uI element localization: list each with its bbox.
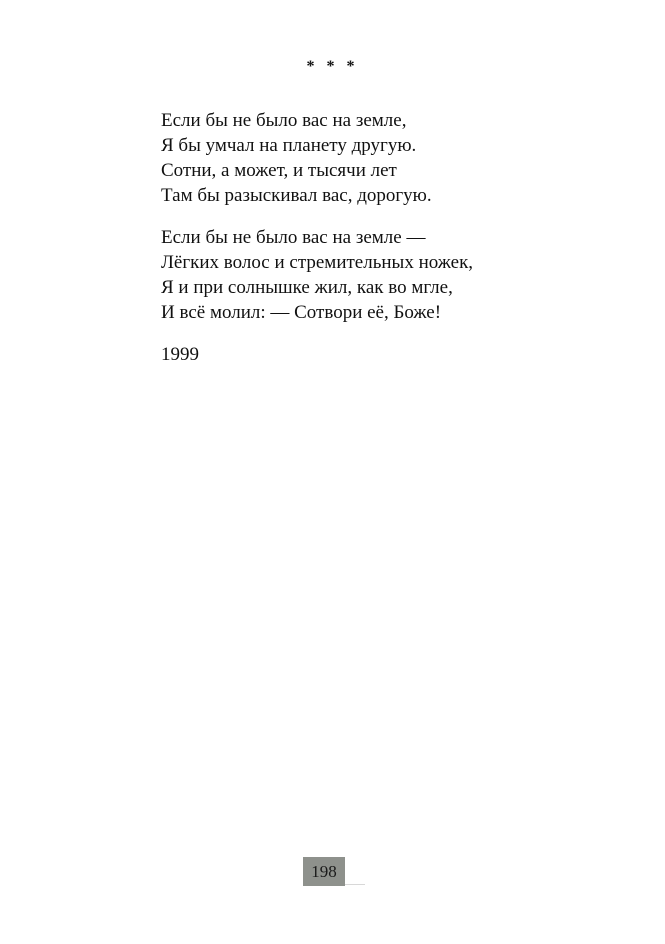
poem-line: Лёгких волос и стремительных ножек, [161,252,474,273]
stanza-1 [161,108,581,208]
section-ornament: * * * [306,58,359,75]
page-number: 198 [311,861,337,881]
poem-line: Там бы разыскивал вас, дорогую. [161,185,432,206]
poem-year: 1999 [161,344,199,365]
poem-line: И всё молил: — Сотвори её, Боже! [161,302,442,323]
page-number-divider [345,884,365,885]
stanza-2 [161,225,581,325]
poem-line: Если бы не было вас на земле, [161,110,407,131]
poem-line: Я и при солнышке жил, как во мгле, [161,277,453,298]
poem-line: Сотни, а может, и тысячи лет [161,160,397,181]
poem [161,108,581,367]
page-number-badge [303,857,345,886]
poem-line: Я бы умчал на планету другую. [161,135,417,156]
poem-line: Если бы не было вас на земле — [161,227,426,248]
